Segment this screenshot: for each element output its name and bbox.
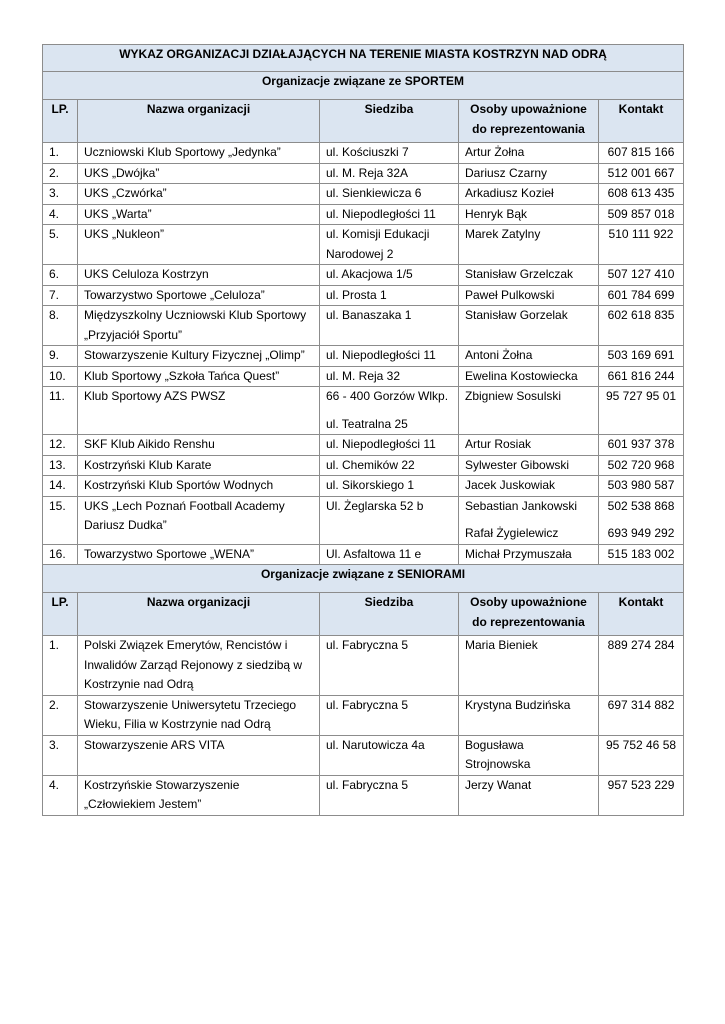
cell-line: Jerzy Wanat [465,777,532,792]
cell-line: 509 857 018 [607,206,675,221]
cell-line: ul. M. Reja 32A [326,165,409,180]
organization-name [78,387,320,435]
representative-persons [459,306,599,346]
cell-line: Sebastian Jankowski [465,498,578,513]
representative-persons [459,695,599,735]
contact-phone [599,204,684,225]
representative-persons [459,285,599,306]
organization-name [78,306,320,346]
cell-line: Towarzystwo Sportowe „Celuloza” [84,287,265,302]
table-row [43,346,684,367]
cell-line: Narodowej 2 [326,246,394,261]
cell-line: 503 980 587 [607,478,675,492]
cell-line: ul. Fabryczna 5 [326,638,409,652]
cell-line: Jacek Juskowiak [465,478,556,492]
contact-phone [599,476,684,497]
cell-line: Ul. Żeglarska 52 b [326,498,424,513]
organization-address [320,225,459,265]
organization-name [78,285,320,306]
representative-persons [459,455,599,476]
col-header-persons-line: do reprezentowania [472,614,585,629]
row-number: 8. [43,306,78,346]
cell-line: Antoni Żołna [465,348,533,362]
table-row [43,204,684,225]
cell-line: Maria Bieniek [465,638,538,652]
table-row [43,435,684,456]
representative-persons [459,496,599,544]
cell-line: 515 183 002 [607,546,675,561]
col-header-persons-line: Osoby upoważnione [470,595,587,609]
cell-line: 661 816 244 [607,368,675,383]
row-number: 4. [43,204,78,225]
representative-persons [459,225,599,265]
table-row [43,496,684,544]
table-row [43,265,684,286]
cell-line: Marek Zatylny [465,227,541,241]
cell-line: Ul. Asfaltowa 11 e [326,546,422,561]
contact-phone [599,775,684,815]
col-header-contact: Kontakt [599,100,684,143]
organization-name [78,455,320,476]
cell-line: Michał Przymuszała [465,546,572,561]
cell-line: 601 784 699 [607,287,675,302]
organization-name [78,366,320,387]
cell-line: 697 314 882 [607,697,675,712]
title-row [43,45,684,72]
cell-line: Klub Sportowy „Szkoła Tańca Quest” [84,368,280,383]
cell-line: 608 613 435 [607,186,675,200]
organization-name [78,775,320,815]
row-number: 10. [43,366,78,387]
representative-persons [459,265,599,286]
cell-line: Artur Żołna [465,145,525,159]
row-number: 11. [43,387,78,435]
section-title: Organizacje związane ze SPORTEM [43,72,684,100]
cell-line: Paweł Pulkowski [465,287,555,302]
table-row [43,695,684,735]
cell-line: Arkadiusz Kozieł [465,186,554,200]
organization-address [320,387,459,435]
cell-line: Stowarzyszenie Kultury Fizycznej „Olimp” [84,348,305,362]
table-body [43,45,684,816]
cell-line: UKS Celuloza Kostrzyn [84,267,209,281]
cell-line: ul. Sikorskiego 1 [326,478,415,492]
cell-line: Międzyszkolny Uczniowski Klub Sportowy [84,308,307,322]
table-row [43,735,684,775]
column-header-row [43,593,684,636]
organization-address [320,285,459,306]
cell-line: ul. Narutowicza 4a [326,737,425,752]
line-gap [326,407,452,415]
organization-address [320,476,459,497]
cell-line: 66 - 400 Gorzów Wlkp. [326,389,449,403]
organization-name [78,225,320,265]
table-row [43,455,684,476]
organization-name [78,695,320,735]
cell-line: Dariusz Czarny [465,165,548,180]
cell-line: ul. Komisji Edukacji [326,227,430,241]
contact-phone [599,143,684,164]
contact-phone [599,225,684,265]
cell-line: 502 720 968 [607,457,675,472]
organization-name [78,163,320,184]
organization-address [320,366,459,387]
organizations-table [42,44,684,816]
cell-line: ul. Fabryczna 5 [326,777,409,792]
organization-address [320,346,459,367]
cell-line: 512 001 667 [607,165,675,180]
cell-line: UKS „Czwórka” [84,186,167,200]
contact-phone [599,285,684,306]
contact-phone [599,455,684,476]
table-row [43,143,684,164]
cell-line: Stanisław Gorzelak [465,308,568,322]
row-number: 7. [43,285,78,306]
row-number: 13. [43,455,78,476]
organization-address [320,204,459,225]
row-number: 14. [43,476,78,497]
cell-line: 95 752 46 58 [605,737,677,752]
cell-line: ul. Sienkiewicza 6 [326,186,422,200]
organization-address [320,306,459,346]
contact-phone [599,496,684,544]
organization-address [320,496,459,544]
organization-address [320,636,459,696]
cell-line: 957 523 229 [607,777,675,792]
col-header-lp: LP. [43,100,78,143]
cell-line: Zbigniew Sosulski [465,389,562,403]
organization-name [78,735,320,775]
contact-phone [599,366,684,387]
cell-line: Kostrzynie nad Odrą [84,677,194,691]
representative-persons [459,184,599,205]
cell-line: UKS „Nukleon” [84,227,165,241]
representative-persons [459,435,599,456]
row-number: 3. [43,184,78,205]
organization-address [320,163,459,184]
document-title: WYKAZ ORGANIZACJI DZIAŁAJĄCYCH NA TERENIE MIASTA KOSTRZYN NAD ODRĄ [43,45,684,72]
representative-persons [459,476,599,497]
cell-line: Sylwester Gibowski [465,457,570,472]
row-number: 1. [43,636,78,696]
cell-line: Kostrzyński Klub Karate [84,457,212,472]
row-number: 5. [43,225,78,265]
row-number: 2. [43,163,78,184]
organization-name [78,184,320,205]
organization-name [78,496,320,544]
table-row [43,184,684,205]
cell-line: Kostrzyńskie Stowarzyszenie [84,777,240,792]
section-title: Organizacje związane z SENIORAMI [43,565,684,593]
organization-name [78,435,320,456]
line-gap [605,516,677,524]
cell-line: Stanisław Grzelczak [465,267,574,281]
cell-line: Dariusz Dudka” [84,518,167,532]
cell-line: „Przyjaciół Sportu” [84,327,183,342]
contact-phone [599,387,684,435]
cell-line: ul. Fabryczna 5 [326,697,409,712]
contact-phone [599,435,684,456]
cell-line: UKS „Warta” [84,206,152,221]
organization-name [78,265,320,286]
contact-phone [599,265,684,286]
table-row [43,636,684,696]
table-row [43,306,684,346]
cell-line: 507 127 410 [607,267,675,281]
organization-address [320,735,459,775]
cell-line: ul. Banaszaka 1 [326,308,412,322]
col-header-persons-line: Osoby upoważnione [470,102,587,116]
col-header-persons [459,593,599,636]
cell-line: 95 727 95 01 [605,389,677,403]
cell-line: 601 937 378 [607,437,675,451]
cell-line: 607 815 166 [607,145,675,159]
contact-phone [599,636,684,696]
cell-line: 889 274 284 [607,638,675,652]
row-number: 1. [43,143,78,164]
organization-address [320,143,459,164]
cell-line: Inwalidów Zarząd Rejonowy z siedzibą w [84,657,303,672]
table-row [43,544,684,565]
col-header-contact: Kontakt [599,593,684,636]
contact-phone [599,346,684,367]
organization-address [320,265,459,286]
column-header-row [43,100,684,143]
cell-line: ul. Prosta 1 [326,287,387,302]
cell-line: ul. Akacjowa 1/5 [326,267,413,281]
col-header-persons-line: do reprezentowania [472,121,585,136]
cell-line: 602 618 835 [607,308,675,322]
cell-line: Uczniowski Klub Sportowy „Jedynka” [84,145,281,159]
row-number: 16. [43,544,78,565]
organization-name [78,143,320,164]
organization-name [78,346,320,367]
cell-line: Bogusława [465,737,524,752]
row-number: 2. [43,695,78,735]
col-header-persons [459,100,599,143]
cell-line: Krystyna Budzińska [465,697,571,712]
table-row [43,476,684,497]
table-row [43,366,684,387]
row-number: 4. [43,775,78,815]
cell-line: ul. Chemików 22 [326,457,415,472]
representative-persons [459,387,599,435]
col-header-address: Siedziba [320,100,459,143]
cell-line: 693 949 292 [607,526,675,540]
representative-persons [459,366,599,387]
representative-persons [459,346,599,367]
cell-line: ul. M. Reja 32 [326,368,401,383]
representative-persons [459,636,599,696]
organization-address [320,775,459,815]
contact-phone [599,163,684,184]
cell-line: Kostrzyński Klub Sportów Wodnych [84,478,274,492]
cell-line: ul. Kościuszki 7 [326,145,409,159]
cell-line: ul. Niepodległości 11 [326,348,436,362]
organization-name [78,544,320,565]
cell-line: 510 111 922 [608,227,674,241]
cell-line: Stowarzyszenie ARS VITA [84,737,225,752]
col-header-address: Siedziba [320,593,459,636]
table-row [43,225,684,265]
cell-line: UKS „Lech Poznań Football Academy [84,498,285,513]
organization-name [78,476,320,497]
col-header-name: Nazwa organizacji [78,593,320,636]
table-row [43,775,684,815]
organization-address [320,435,459,456]
line-gap [465,516,592,524]
cell-line: Towarzystwo Sportowe „WENA” [84,546,255,561]
representative-persons [459,775,599,815]
cell-line: UKS „Dwójka” [84,165,160,180]
cell-line: Stowarzyszenie Uniwersytetu Trzeciego [84,697,297,712]
cell-line: ul. Niepodległości 11 [326,206,436,221]
cell-line: 503 169 691 [607,348,675,362]
row-number: 6. [43,265,78,286]
organization-address [320,695,459,735]
contact-phone [599,735,684,775]
contact-phone [599,695,684,735]
col-header-lp: LP. [43,593,78,636]
cell-line: Klub Sportowy AZS PWSZ [84,389,226,403]
contact-phone [599,306,684,346]
representative-persons [459,163,599,184]
table-row [43,285,684,306]
cell-line: Artur Rosiak [465,437,532,451]
cell-line: Ewelina Kostowiecka [465,368,578,383]
section-header-row [43,72,684,100]
cell-line: Rafał Żygielewicz [465,526,559,540]
section-header-row [43,565,684,593]
row-number: 9. [43,346,78,367]
row-number: 15. [43,496,78,544]
table-row [43,387,684,435]
organization-name [78,636,320,696]
organization-address [320,184,459,205]
organization-address [320,544,459,565]
representative-persons [459,735,599,775]
contact-phone [599,184,684,205]
organization-name [78,204,320,225]
cell-line: SKF Klub Aikido Renshu [84,437,215,451]
cell-line: Polski Związek Emerytów, Rencistów i [84,638,288,652]
cell-line: ul. Teatralna 25 [326,416,408,431]
cell-line: Wieku, Filia w Kostrzynie nad Odrą [84,717,271,731]
organization-address [320,455,459,476]
cell-line: Henryk Bąk [465,206,528,221]
table-row [43,163,684,184]
cell-line: ul. Niepodległości 11 [326,437,436,451]
representative-persons [459,544,599,565]
representative-persons [459,143,599,164]
representative-persons [459,204,599,225]
cell-line: Strojnowska [465,757,531,771]
cell-line: 502 538 868 [607,498,675,513]
row-number: 3. [43,735,78,775]
contact-phone [599,544,684,565]
cell-line: „Człowiekiem Jestem” [84,797,202,811]
row-number: 12. [43,435,78,456]
col-header-name: Nazwa organizacji [78,100,320,143]
